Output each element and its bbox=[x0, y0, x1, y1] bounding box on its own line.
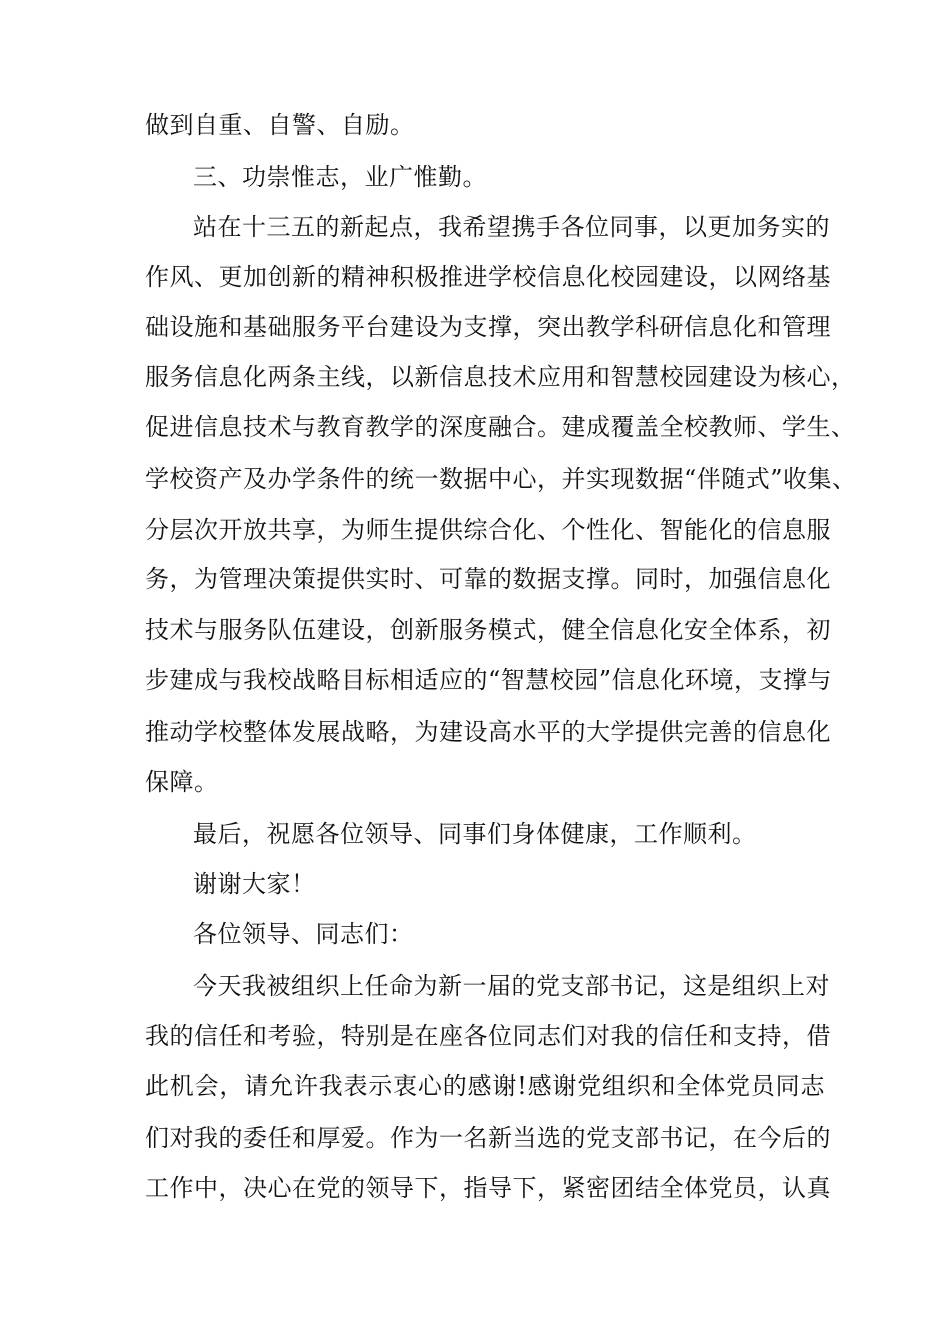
text-line: 我的信任和考验，特别是在座各位同志们对我的信任和支持，借 bbox=[145, 1022, 831, 1050]
text-line: 保障。 bbox=[145, 768, 219, 796]
text-line: 谢谢大家！ bbox=[193, 870, 316, 898]
text-line: 推动学校整体发展战略，为建设高水平的大学提供完善的信息化 bbox=[145, 718, 831, 746]
text-line: 此机会，请允许我表示衷心的感谢!感谢党组织和全体党员同志 bbox=[145, 1072, 825, 1100]
text-line: 最后，祝愿各位领导、同事们身体健康，工作顺利。 bbox=[193, 820, 757, 848]
text-line: 做到自重、自警、自励。 bbox=[145, 111, 415, 139]
text-line: 技术与服务队伍建设，创新服务模式，健全信息化安全体系，初 bbox=[145, 616, 831, 644]
text-line: 促进信息技术与教育教学的深度融合。建成覆盖全校教师、学生、 bbox=[145, 413, 856, 441]
text-line: 工作中，决心在党的领导下，指导下，紧密团结全体党员，认真 bbox=[145, 1174, 831, 1202]
text-line: 分层次开放共享，为师生提供综合化、个性化、智能化的信息服 bbox=[145, 516, 831, 544]
text-line: 步建成与我校战略目标相适应的“智慧校园”信息化环境，支撑与 bbox=[145, 666, 833, 694]
text-line: 础设施和基础服务平台建设为支撑，突出教学科研信息化和管理 bbox=[145, 313, 831, 341]
text-line: 们对我的委任和厚爱。作为一名新当选的党支部书记，在今后的 bbox=[145, 1124, 831, 1152]
text-line: 服务信息化两条主线，以新信息技术应用和智慧校园建设为核心， bbox=[145, 363, 856, 391]
text-line: 站在十三五的新起点，我希望携手各位同事，以更加务实的 bbox=[193, 213, 830, 241]
text-line: 务，为管理决策提供实时、可靠的数据支撑。同时，加强信息化 bbox=[145, 565, 831, 593]
text-line: 今天我被组织上任命为新一届的党支部书记，这是组织上对 bbox=[193, 972, 830, 1000]
text-line: 作风、更加创新的精神积极推进学校信息化校园建设，以网络基 bbox=[145, 263, 831, 291]
text-line: 学校资产及办学条件的统一数据中心，并实现数据“伴随式”收集、 bbox=[145, 465, 857, 493]
section-heading: 三、功崇惟志，业广惟勤。 bbox=[193, 163, 487, 191]
salutation: 各位领导、同志们： bbox=[193, 920, 414, 948]
